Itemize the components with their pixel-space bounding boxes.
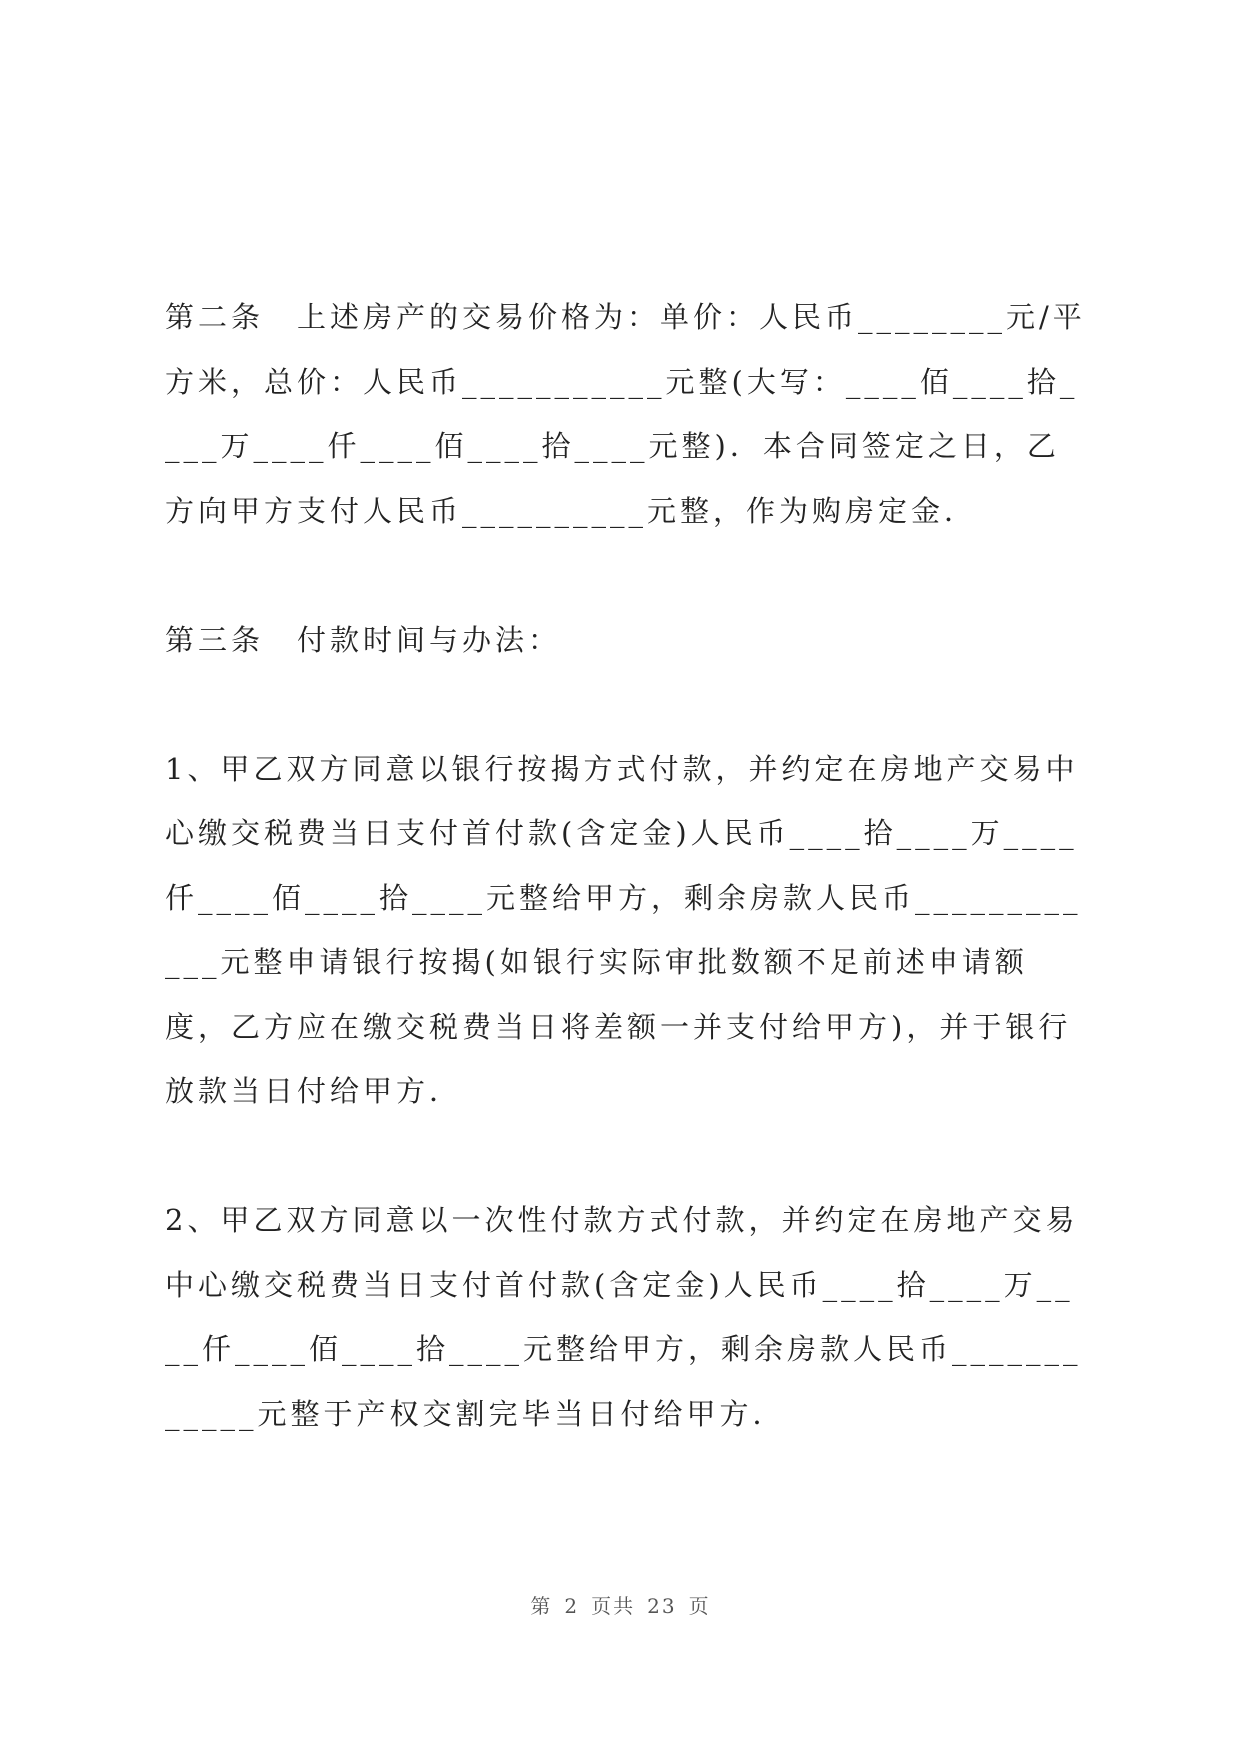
payment-item-1: 1、甲乙双方同意以银行按揭方式付款，并约定在房地产交易中心缴交税费当日支付首付款(含定金)人民币____拾____万____仟____佰____拾____元整给甲方，剩余房款人民币____________元整申请银行按揭(如银行实际审批数额不足前述申请额度，乙方应在缴交税费当日将差额一并支付给甲方)，并于银行放款当日付给甲方． — [165, 751, 1082, 1108]
footer-suffix: 页 — [688, 1594, 711, 1618]
payment-item-2: 2、甲乙双方同意以一次性付款方式付款，并约定在房地产交易中心缴交税费当日支付首付款(含定金)人民币____拾____万____仟____佰____拾____元整给甲方，剩余房款人民币____________元整于产权交割完毕当日付给甲方． — [165, 1203, 1082, 1431]
paragraph-spacer — [165, 672, 1090, 737]
document-body — [165, 285, 1090, 1446]
current-page-number: 2 — [564, 1594, 580, 1618]
total-pages-number: 23 — [647, 1594, 677, 1618]
footer-middle: 页共 — [591, 1594, 636, 1618]
paragraph-spacer — [165, 543, 1090, 608]
footer-prefix: 第 — [530, 1594, 553, 1618]
article-3-title: 第三条 付款时间与办法： — [165, 622, 562, 657]
paragraph-spacer — [165, 1124, 1090, 1189]
page-footer — [0, 1590, 1241, 1619]
article-2-paragraph: 第二条 上述房产的交易价格为：单价：人民币________元/平方米，总价：人民币___________元整(大写：____佰____拾____万____仟____佰____拾____元整)．本合同签定之日，乙方向甲方支付人民币__________元整，作为购房定金． — [165, 300, 1086, 528]
